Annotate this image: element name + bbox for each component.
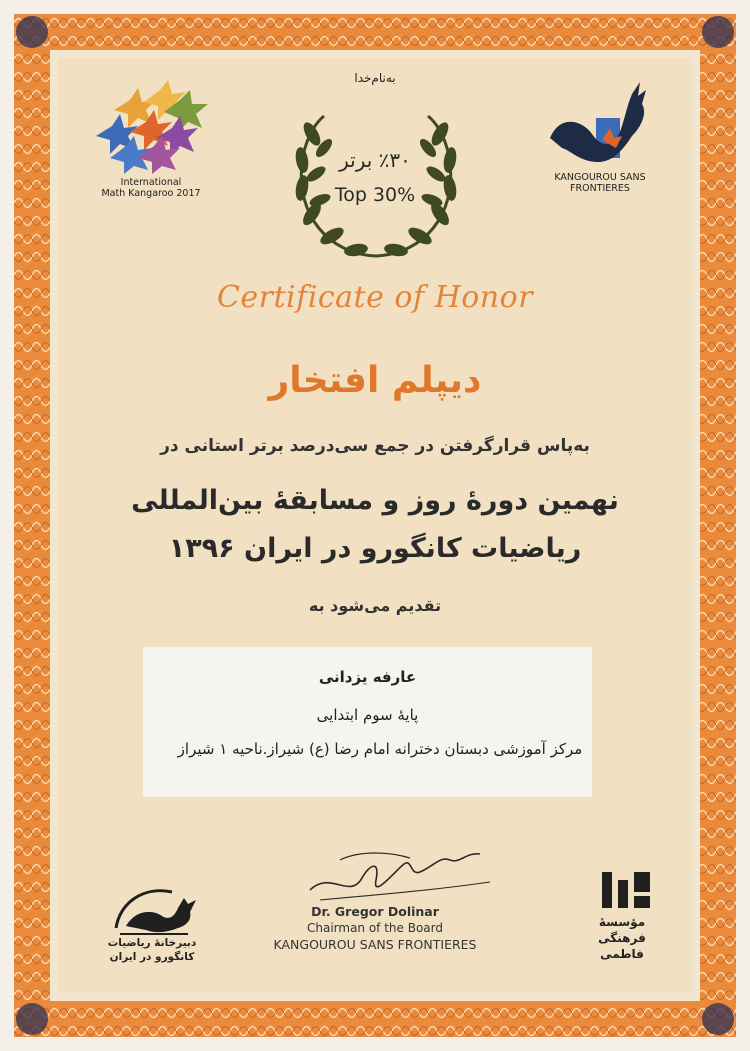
fatemi-institute-logo (596, 868, 656, 910)
certificate-title-fa: دیپلم افتخار (268, 360, 482, 401)
bottom-right-line1: مؤسسۀ (598, 915, 646, 929)
badge-percent-en: Top 30% (334, 184, 416, 206)
bottom-right-line2: فرهنگی (598, 931, 646, 945)
bottom-right-line3: فاطمی (600, 947, 644, 961)
kangaroo-iran-logo (110, 878, 200, 940)
kangaroo-iran-caption (92, 936, 212, 964)
recipient-name: عارفه یزدانی (318, 668, 417, 686)
signature-icon (300, 830, 500, 910)
award-reason: به‌پاس قرارگرفتن در جمع سی‌درصد برتر استانی در (160, 436, 590, 456)
bottom-left-line1: دبیرخانۀ ریاضیات (107, 937, 197, 949)
logo-left-line1: International (120, 177, 182, 188)
signatory-name: Dr. Gregor Dolinar (311, 904, 439, 919)
presented-to: تقدیم می‌شود به (308, 596, 442, 615)
recipient-grade: پایۀ سوم ابتدایی (316, 706, 419, 724)
signatory-title: Chairman of the Board (306, 921, 443, 935)
logo-left-line2: Math Kangaroo 2017 (101, 188, 201, 199)
badge-percent-fa: ٪۳۰ برتر (339, 148, 411, 172)
fatemi-institute-caption (582, 914, 662, 962)
event-name-line2: ریاضیات کانگورو در ایران ۱۳۹۶ (168, 533, 582, 564)
certificate-title-en: Certificate of Honor (216, 280, 534, 315)
recipient-school: مرکز آموزشی دبستان دخترانه امام رضا (ع) شیراز.ناحیه ۱ شیراز (177, 740, 583, 758)
bismillah-heading: به‌نام‌خدا (354, 71, 396, 85)
logo-right-line1: KANGOUROU SANS (554, 172, 646, 183)
bottom-left-line2: کانگورو در ایران (109, 951, 195, 963)
event-name-line1: نهمین دورۀ روز و مسابقۀ بین‌المللی (131, 485, 619, 516)
logo-right-line2: FRONTIERES (570, 183, 630, 194)
signatory-org: KANGOUROU SANS FRONTIERES (273, 937, 477, 952)
